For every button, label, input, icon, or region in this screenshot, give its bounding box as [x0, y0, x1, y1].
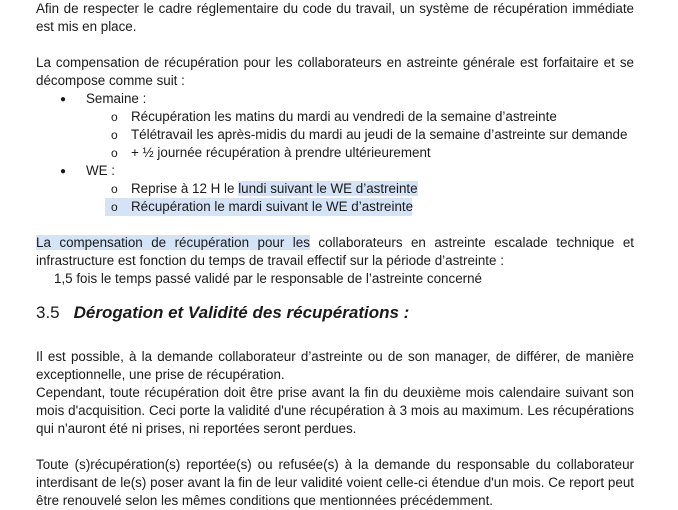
escalade-highlight: La compensation de récupération pour les [36, 235, 310, 250]
section-heading [36, 302, 409, 324]
derogation-p3-line-3: être renouvelé selon les mêmes conditions que mentionnées précédemment. [36, 493, 494, 508]
intro-line-2: est mis en place. [36, 19, 137, 34]
semaine-item-1: Récupération les matins du mardi au vendredi de la semaine d’astreinte [131, 109, 557, 124]
section-number: 3.5 [36, 303, 60, 322]
escalade-line-2: infrastructure est fonction du temps de travail effectif sur la période d’astreinte : [36, 253, 504, 268]
derogation-p2-line-2: mois d'acquisition. Ceci porte la validité d'une récupération à 3 mois au maximum. Les récupérations [36, 403, 634, 418]
derogation-p3-line-2: interdisant de le(s) poser avant la fin de leur validité voient celle-ci étendue d'un mois. Ce report peut [36, 475, 634, 490]
we-item-1 [131, 180, 418, 198]
we-item-2: Récupération le mardi suivant le WE d’astreinte [131, 199, 414, 214]
derogation-p1-line-2: exceptionnelle, une prise de récupération. [36, 367, 285, 382]
general-line-1: La compensation de récupération pour les collaborateurs en astreinte générale est forfaitaire et se [36, 55, 634, 70]
semaine-item-2: Télétravail les après-midis du mardi au jeudi de la semaine d’astreinte sur demande [131, 127, 628, 142]
intro-line-1: Afin de respecter le cadre réglementaire du code du travail, un système de récupération immédiate [36, 1, 634, 16]
derogation-p1-line-1: Il est possible, à la demande collaborateur d’astreinte ou de son manager, de différer, de manière [36, 349, 634, 364]
bullet-circle-icon: o [111, 146, 118, 160]
general-line-2: décompose comme suit : [36, 73, 185, 88]
bullet-disc-icon: ● [60, 94, 67, 105]
semaine-label: Semaine : [86, 91, 147, 106]
section-title: Dérogation et Validité des récupérations : [73, 303, 410, 322]
bullet-circle-icon: o [111, 182, 118, 196]
escalade-line-3: 1,5 fois le temps passé validé par le responsable de l’astreinte concerné [54, 271, 483, 286]
bullet-circle-icon: o [111, 110, 118, 124]
derogation-p2-line-3: qui n'auront été ni prises, ni reportées seront perdues. [36, 421, 357, 436]
escalade-line-1 [36, 234, 634, 252]
bullet-circle-icon: o [111, 200, 118, 214]
derogation-p2-line-1: Cependant, toute récupération doit être prise avant la fin du deuxième mois calendaire suivant son [36, 385, 634, 400]
derogation-p3-line-1: Toute (s)récupération(s) reportée(s) ou refusée(s) à la demande du responsable du collaborateur [36, 457, 634, 472]
bullet-disc-icon: ● [60, 166, 67, 177]
bullet-circle-icon: o [111, 128, 118, 142]
semaine-item-3: + ½ journée récupération à prendre ultérieurement [131, 145, 431, 160]
we-item-1-text: Reprise à 12 H le [131, 181, 239, 196]
escalade-line-1-rest: collaborateurs en astreinte escalade technique et [309, 235, 635, 250]
we-item-1-highlight: lundi suivant le WE d’astreinte [238, 181, 418, 196]
we-label: WE : [86, 163, 116, 178]
